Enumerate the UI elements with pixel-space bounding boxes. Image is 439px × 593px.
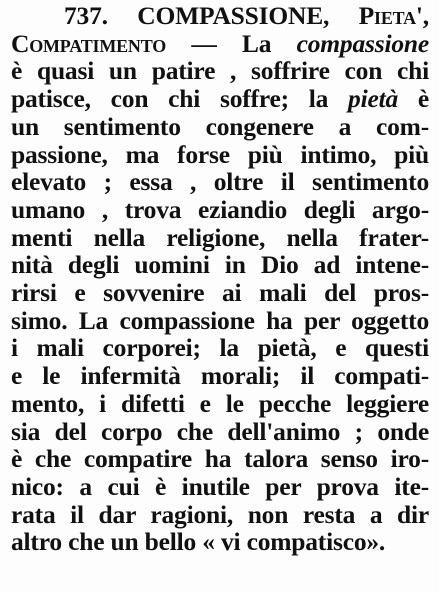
text-line: nità degli uomini in Dio ad intene- — [11, 250, 429, 280]
text-line: passione, ma forse più intimo, più — [11, 139, 429, 169]
text-line: i mali corporei; la pietà, e questi — [11, 333, 429, 363]
text-line: è che compatire ha talora senso iro- — [11, 444, 429, 474]
em-dash-la: — La — [191, 28, 272, 58]
dictionary-entry — [11, 2, 431, 556]
text-fragment: è — [417, 84, 429, 114]
entry-heading-line — [11, 2, 429, 30]
text-line — [11, 30, 429, 58]
text-line-last: altro che un bello « vi compatisco». — [11, 527, 386, 557]
text-line: umano , trova eziandio degli argo- — [11, 194, 429, 224]
text-fragment: patisce, con chi soffre; la — [11, 84, 329, 114]
entry-headword: COMPASSIONE, — [137, 1, 330, 30]
entry-number: 737. — [64, 1, 108, 30]
entry-third-headword: Compatimento — [11, 28, 167, 58]
text-line: sia del corpo che dell'animo ; onde — [11, 416, 429, 446]
entry-second-headword: Pieta', — [358, 1, 429, 30]
text-line: nico: a cui è inutile per prova ite- — [11, 471, 429, 501]
text-line: simo. La compassione ha per oggetto — [11, 305, 429, 335]
text-line — [11, 85, 429, 113]
text-line: e le infermità morali; il compati- — [11, 361, 429, 391]
text-line: menti nella religione, nella frater- — [11, 222, 429, 252]
text-line: mento, i difetti e le pecche leggiere — [11, 388, 429, 418]
text-line: rirsi e sovvenire ai mali del pros- — [11, 278, 429, 308]
term-compassione: compassione — [296, 28, 429, 58]
text-line: elevato ; essa , oltre il sentimento — [11, 167, 429, 197]
text-line: un sentimento congenere a com- — [11, 111, 429, 141]
text-line: è quasi un patire , soffrire con chi — [11, 56, 429, 86]
term-pieta: pietà — [348, 84, 399, 114]
text-line: rata il dar ragioni, non resta a dir — [11, 499, 429, 529]
